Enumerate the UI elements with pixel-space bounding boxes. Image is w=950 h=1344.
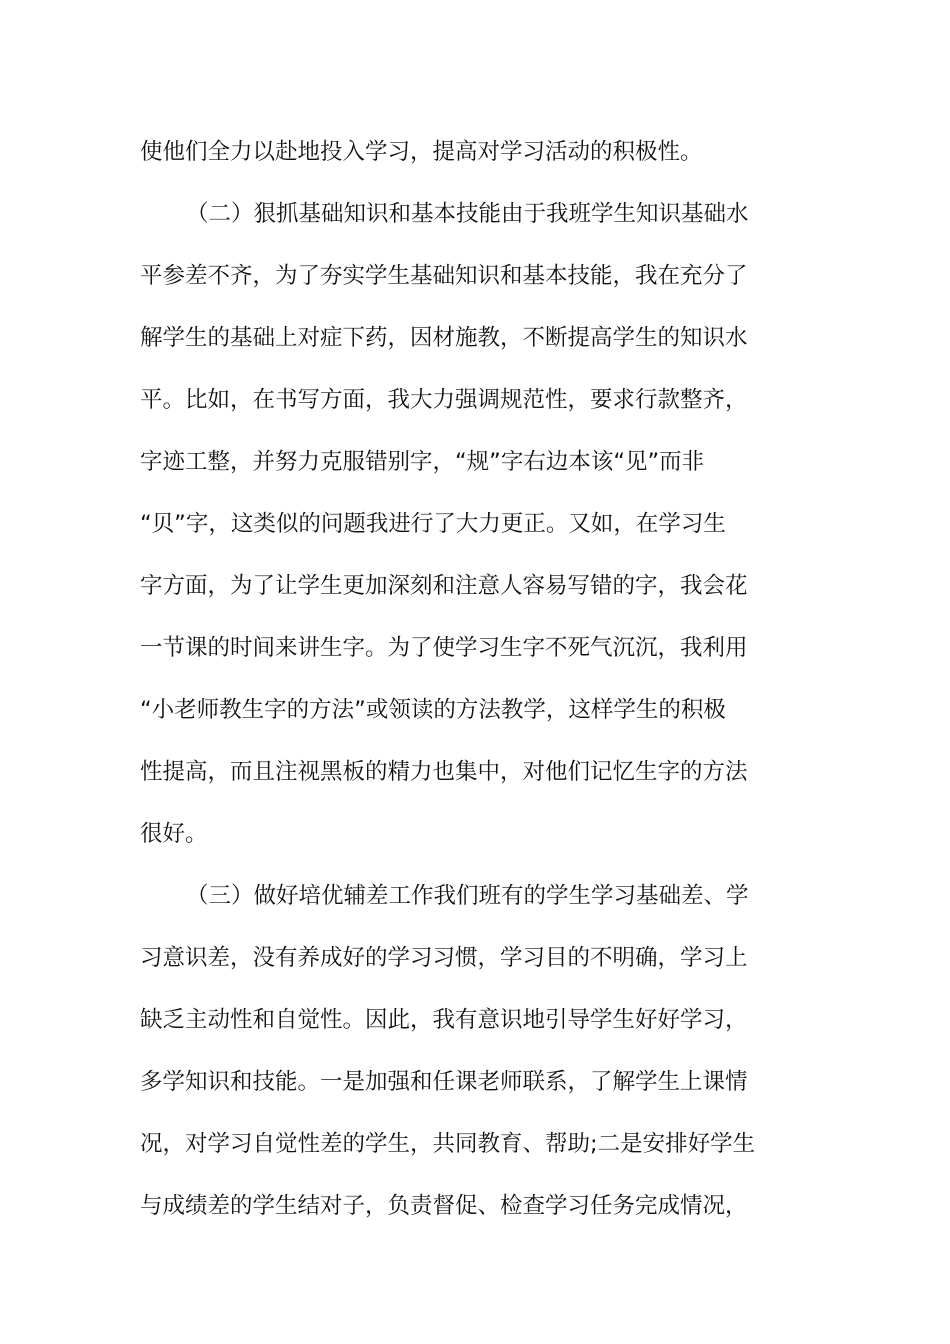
text-line: 性提高，而且注视黑板的精力也集中，对他们记忆生字的方法: [140, 759, 748, 785]
text-line: 平参差不齐，为了夯实学生基础知识和基本技能，我在充分了: [140, 263, 748, 289]
text-line: 况，对学习自觉性差的学生，共同教育、帮助;二是安排好学生: [140, 1131, 756, 1157]
text-line: 字方面，为了让学生更加深刻和注意人容易写错的字，我会花: [140, 573, 748, 599]
text-line: 一节课的时间来讲生字。为了使学习生字不死气沉沉，我利用: [140, 635, 748, 661]
text-line: 很好。: [140, 821, 208, 847]
text-line: 解学生的基础上对症下药，因材施教，不断提高学生的知识水: [140, 325, 748, 351]
section-heading-line: （三）做好培优辅差工作我们班有的学生学习基础差、学: [186, 883, 749, 909]
text-line: 使他们全力以赴地投入学习，提高对学习活动的积极性。: [140, 139, 703, 165]
text-line: 多学知识和技能。一是加强和任课老师联系，了解学生上课情: [140, 1069, 748, 1095]
text-line: 与成绩差的学生结对子，负责督促、检查学习任务完成情况，: [140, 1193, 748, 1219]
text-line: “贝”字，这类似的问题我进行了大力更正。又如，在学习生: [140, 511, 726, 537]
text-line: 字迹工整，并努力克服错别字，“规”字右边本该“见”而非: [140, 449, 705, 475]
text-line: 缺乏主动性和自觉性。因此，我有意识地引导学生好好学习，: [140, 1007, 748, 1033]
text-line: “小老师教生字的方法”或领读的方法教学，这样学生的积极: [140, 697, 726, 723]
document-body: [140, 121, 816, 1237]
section-heading-line: （二）狠抓基础知识和基本技能由于我班学生知识基础水: [186, 201, 749, 227]
text-line: 习意识差，没有养成好的学习习惯，学习目的不明确，学习上: [140, 945, 748, 971]
text-line: 平。比如，在书写方面，我大力强调规范性，要求行款整齐，: [140, 387, 748, 413]
